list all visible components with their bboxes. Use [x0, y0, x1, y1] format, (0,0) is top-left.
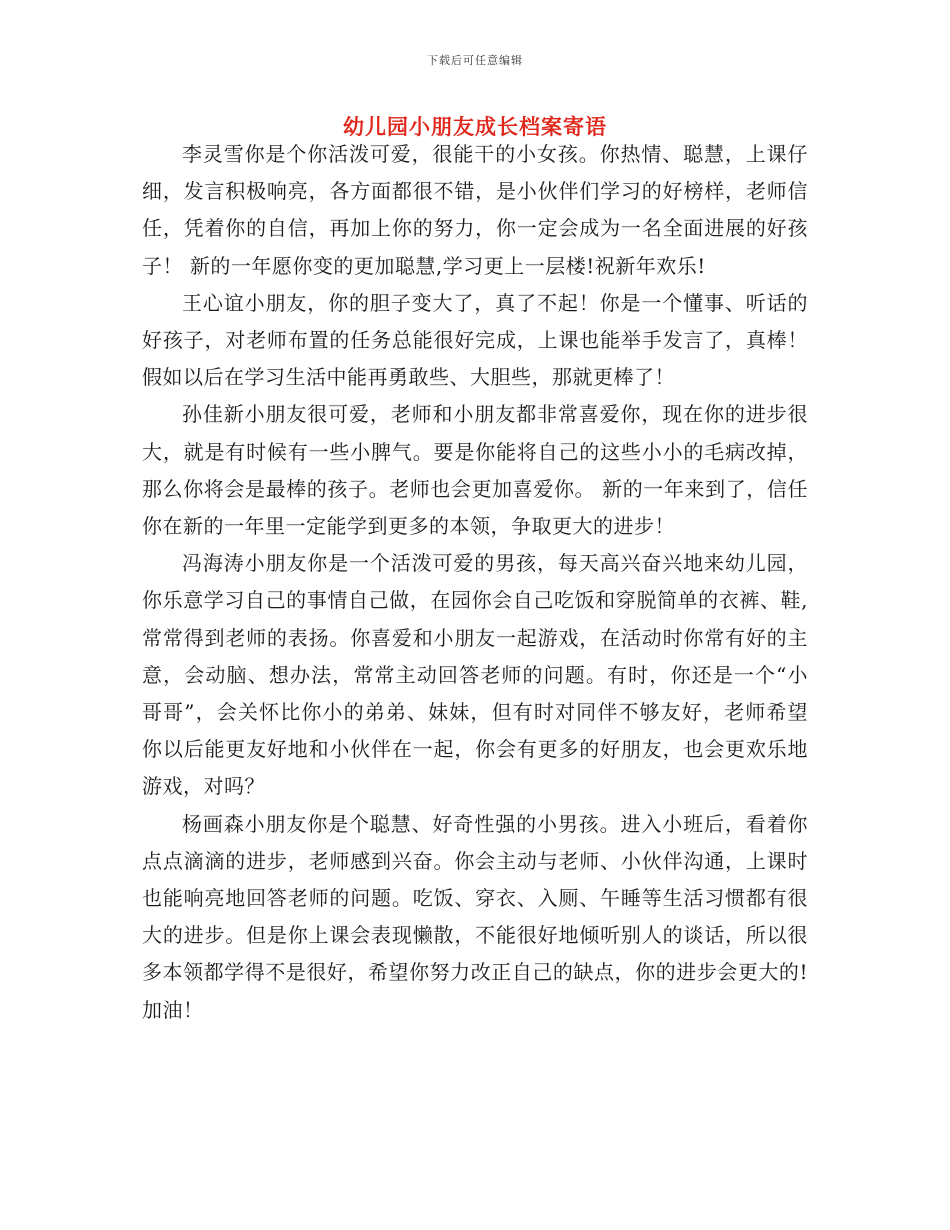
paragraph-li-lingxue: 李灵雪你是个你活泼可爱，很能干的小女孩。你热情、聪慧，上课仔细，发言积极响亮，各方面都很不错，是小伙伴们学习的好榜样，老师信任，凭着你的自信，再加上你的努力，你一定会成为一名全面进展的好孩子！ 新的一年愿你变的更加聪慧,学习更上一层楼!祝新年欢乐! — [142, 142, 808, 278]
paragraph-sun-jiaxin: 孙佳新小朋友很可爱，老师和小朋友都非常喜爱你，现在你的进步很大，就是有时候有一些小脾气。要是你能将自己的这些小小的毛病改掉，那么你将会是最棒的孩子。老师也会更加喜爱你。 新的一年来到了，信任你在新的一年里一定能学到更多的本领，争取更大的进步！ — [142, 402, 808, 539]
paragraph-wang-xinyi: 王心谊小朋友，你的胆子变大了，真了不起！你是一个懂事、听话的好孩子，对老师布置的任务总能很好完成，上课也能举手发言了，真棒！假如以后在学习生活中能再勇敢些、大胆些，那就更棒了！ — [142, 290, 808, 390]
page-header-note: 下载后可任意编辑 — [427, 54, 523, 67]
paragraph-feng-haitao: 冯海涛小朋友你是一个活泼可爱的男孩，每天高兴奋兴地来幼儿园，你乐意学习自己的事情自己做，在园你会自己吃饭和穿脱简单的衣裤、鞋,常常得到老师的表扬。你喜爱和小朋友一起游戏，在活动时你常有好的主意，会动脑、想办法，常常主动回答老师的问题。有时，你还是一个“小哥哥”，会关怀比你小的弟弟、妹妹，但有时对同伴不够友好，老师希望你以后能更友好地和小伙伴在一起，你会有更多的好朋友，也会更欢乐地游戏，对吗？ — [142, 551, 808, 799]
document-body — [142, 136, 808, 1029]
paragraph-yang-huasen: 杨画森小朋友你是个聪慧、好奇性强的小男孩。进入小班后，看着你点点滴滴的进步，老师感到兴奋。你会主动与老师、小伙伴沟通，上课时也能响亮地回答老师的问题。吃饭、穿衣、入厕、午睡等生活习惯都有很大的进步。但是你上课会表现懒散，不能很好地倾听别人的谈话，所以很多本领都学得不是很好，希望你努力改正自己的缺点，你的进步会更大的!加油！ — [142, 811, 808, 1022]
document-title: 幼儿园小朋友成长档案寄语 — [343, 114, 607, 139]
